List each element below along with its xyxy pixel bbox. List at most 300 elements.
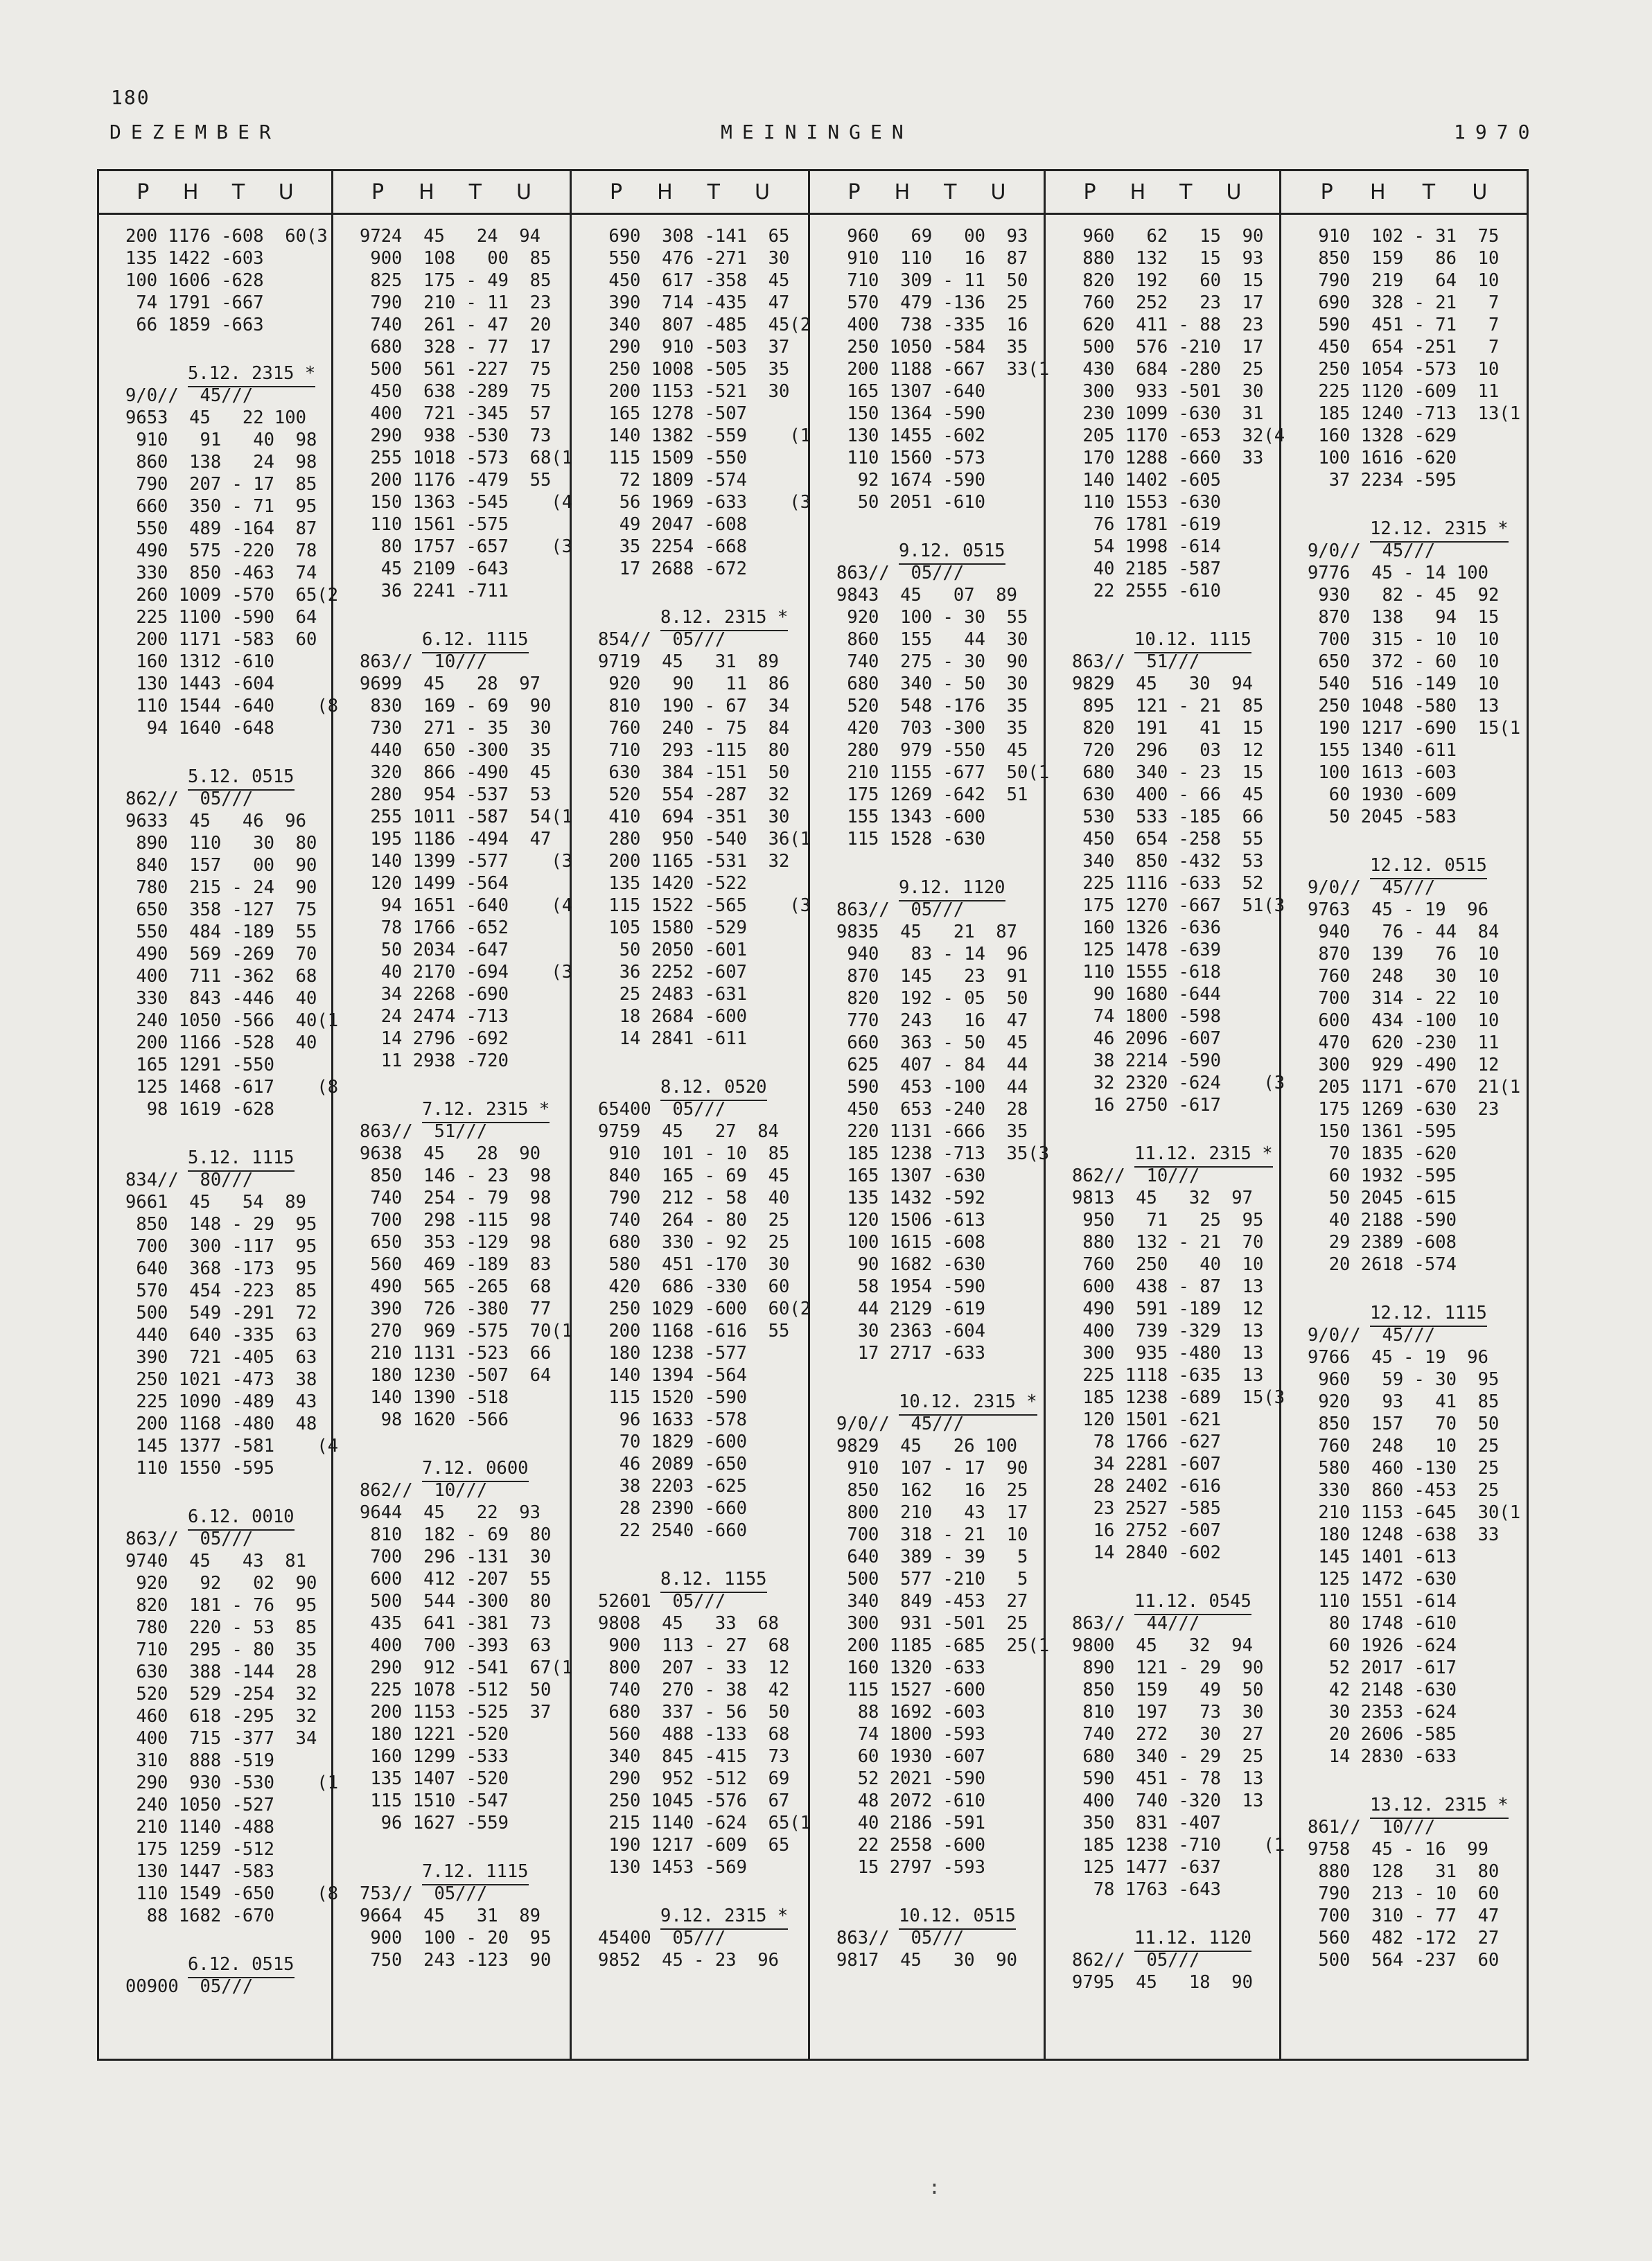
table-row: 50 2045 -615 [1308,1188,1457,1208]
table-row: 60 1930 -607 [836,1746,985,1767]
sounding-title-row [125,1953,331,1976]
table-row: 280 950 -540 36(1 [598,829,811,850]
table-row: 215 1140 -624 65(1 [598,1813,811,1833]
table-row: 155 1340 -611 [1308,740,1457,761]
column-body [1281,225,1527,1971]
table-row: 110 1544 -640 (8 [125,696,339,716]
table-row: 115 1510 -547 [360,1791,509,1811]
table-row: 150 1363 -545 (4 [360,492,573,513]
month-label: DEZEMBER [109,121,281,143]
table-row: 9661 45 54 89 [125,1192,306,1213]
table-row: 9763 45 - 19 96 [1308,899,1488,920]
table-row: 690 328 - 21 7 [1308,292,1500,313]
table-row: 862// 05/// [125,789,254,809]
table-row: 690 308 -141 65 [598,226,790,247]
column-body [1046,225,1285,1994]
block-gap [1308,828,1527,854]
sounding-title-row [125,766,331,788]
block-gap [1072,602,1279,628]
table-row: 810 197 73 30 [1072,1702,1264,1723]
table-row: 430 684 -280 25 [1072,359,1264,380]
table-row: 863// 05/// [836,1928,965,1948]
table-row: 450 653 -240 28 [836,1099,1028,1120]
table-row: 700 300 -117 95 [125,1236,317,1257]
sounding-title: 6.12. 0515 [188,1953,295,1978]
table-row: 240 1050 -527 [125,1795,274,1815]
sounding-title-row [598,606,808,628]
table-row: 450 654 -258 55 [1072,829,1264,850]
table-row: 850 148 - 29 95 [125,1214,317,1235]
table-row: 17 2717 -633 [836,1343,985,1364]
table-row: 110 1561 -575 [360,514,509,535]
table-row: 165 1278 -507 [598,403,747,424]
table-row: 40 2185 -587 [1072,558,1221,579]
table-row: 110 1549 -650 (8 [125,1883,339,1904]
table-row: 200 1185 -685 25(1 [836,1635,1050,1656]
table-row: 200 1153 -525 37 [360,1702,552,1723]
table-row: 330 850 -463 74 [125,563,317,583]
table-row: 320 866 -490 45 [360,762,552,783]
table-row: 740 272 30 27 [1072,1724,1264,1745]
table-row: 790 207 - 17 85 [125,474,317,495]
table-row: 400 738 -335 16 [836,315,1028,335]
table-row: 680 340 - 50 30 [836,674,1028,694]
table-row: 920 90 11 86 [598,674,790,694]
table-row: 200 1153 -521 30 [598,381,790,402]
table-row: 435 641 -381 73 [360,1613,552,1634]
table-row: 250 1045 -576 67 [598,1791,790,1811]
table-row: 710 309 - 11 50 [836,270,1028,291]
table-row: 115 1509 -550 [598,448,747,468]
table-row: 910 110 16 87 [836,248,1028,269]
table-row: 250 1048 -580 13 [1308,696,1500,716]
table-row: 9766 45 - 19 96 [1308,1347,1488,1368]
table-row: 680 340 - 23 15 [1072,762,1264,783]
table-row: 37 2234 -595 [1308,470,1457,491]
sounding-title-row [1072,628,1279,651]
table-row: 340 845 -415 73 [598,1746,790,1767]
table-row: 810 182 - 69 80 [360,1524,552,1545]
table-row: 225 1120 -609 11 [1308,381,1500,402]
table-row: 290 952 -512 69 [598,1768,790,1789]
table-row: 860 155 44 30 [836,629,1028,650]
table-row: 140 1382 -559 (1 [598,425,811,446]
table-row: 9633 45 46 96 [125,811,306,832]
table-row: 390 726 -380 77 [360,1299,552,1319]
table-row: 340 807 -485 45(2 [598,315,811,335]
table-row: 825 175 - 49 85 [360,270,552,291]
table-row: 600 438 - 87 13 [1072,1276,1264,1297]
table-column [1046,171,1285,2059]
table-row: 300 933 -501 30 [1072,381,1264,402]
table-row: 880 128 31 80 [1308,1861,1500,1882]
sounding-table [97,169,1529,2061]
table-row: 70 1835 -620 [1308,1143,1457,1164]
table-row: 92 1674 -590 [836,470,985,491]
table-row: 110 1553 -630 [1072,492,1221,513]
table-row: 180 1238 -577 [598,1343,747,1364]
column-header-label: H [894,179,911,204]
table-row: 46 2096 -607 [1072,1028,1221,1049]
sounding-title-row [360,1098,570,1120]
table-row: 700 314 - 22 10 [1308,988,1500,1009]
table-row: 70 1829 -600 [598,1432,747,1452]
table-row: 850 162 16 25 [836,1480,1028,1501]
table-row: 910 101 - 10 85 [598,1143,790,1164]
table-row: 490 591 -189 12 [1072,1299,1264,1319]
table-row: 590 453 -100 44 [836,1077,1028,1098]
table-row: 580 451 -170 30 [598,1254,790,1275]
table-row: 880 132 15 93 [1072,248,1264,269]
table-row: 950 71 25 95 [1072,1210,1264,1231]
sounding-title: 7.12. 1115 [422,1860,529,1885]
table-row: 105 1580 -529 [598,917,747,938]
block-gap [1072,1116,1279,1143]
table-row: 9758 45 - 16 99 [1308,1839,1488,1860]
table-row: 800 207 - 33 12 [598,1657,790,1678]
table-row: 400 715 -377 34 [125,1728,317,1749]
table-row: 78 1766 -627 [1072,1432,1221,1452]
table-row: 65400 05/// [598,1099,726,1120]
table-row: 78 1763 -643 [1072,1879,1221,1900]
table-row: 74 1791 -667 [125,292,264,313]
table-row: 78 1766 -652 [360,917,509,938]
table-row: 15 2797 -593 [836,1857,985,1878]
table-row: 140 1402 -605 [1072,470,1221,491]
column-header-label: U [990,179,1006,204]
table-row: 9800 45 32 94 [1072,1635,1253,1656]
table-row: 110 1560 -573 [836,448,985,468]
table-row: 9699 45 28 97 [360,674,541,694]
sounding-title: 10.12. 2315 * [899,1391,1037,1416]
table-row: 520 529 -254 32 [125,1684,317,1705]
table-row: 135 1432 -592 [836,1188,985,1208]
table-row: 29 2389 -608 [1308,1232,1457,1253]
sounding-title-row [836,877,1044,899]
table-row: 550 489 -164 87 [125,518,317,539]
table-row: 185 1238 -710 (1 [1072,1835,1285,1856]
block-gap [1308,491,1527,518]
table-row: 820 192 60 15 [1072,270,1264,291]
table-row: 9808 45 33 68 [598,1613,779,1634]
table-row: 150 1361 -595 [1308,1121,1457,1142]
column-body [333,225,573,1971]
table-row: 54 1998 -614 [1072,536,1221,557]
sounding-title: 10.12. 0515 [899,1905,1016,1930]
table-row: 560 469 -189 83 [360,1254,552,1275]
table-row: 490 575 -220 78 [125,540,317,561]
table-row: 130 1453 -569 [598,1857,747,1878]
table-row: 550 484 -189 55 [125,922,317,942]
sounding-title-row [1308,1302,1527,1324]
table-row: 60 1930 -609 [1308,784,1457,805]
table-row: 9724 45 24 94 [360,226,541,247]
table-row: 28 2390 -660 [598,1498,747,1519]
table-row: 135 1422 -603 [125,248,264,269]
table-row: 820 181 - 76 95 [125,1595,317,1616]
column-header-label: U [516,179,531,204]
table-row: 810 190 - 67 34 [598,696,790,716]
table-row: 180 1221 -520 [360,1724,509,1745]
table-row: 9817 45 30 90 [836,1950,1017,1971]
table-row: 96 1627 -559 [360,1813,509,1833]
table-row: 50 2051 -610 [836,492,985,513]
table-row: 225 1090 -489 43 [125,1391,317,1412]
table-row: 9644 45 22 93 [360,1502,541,1523]
block-gap [836,1879,1044,1905]
column-header-label: H [1369,179,1386,204]
table-row: 290 910 -503 37 [598,337,790,358]
table-row: 850 159 49 50 [1072,1680,1264,1700]
table-row: 600 412 -207 55 [360,1569,552,1590]
sounding-title-row [125,1506,331,1528]
table-row: 22 2555 -610 [1072,581,1221,601]
table-row: 50 2050 -601 [598,940,747,960]
table-row: 720 296 03 12 [1072,740,1264,761]
table-row: 175 1270 -667 51(3 [1072,895,1285,916]
table-row: 790 219 64 10 [1308,270,1500,291]
table-row: 470 620 -230 11 [1308,1032,1500,1053]
table-row: 115 1520 -590 [598,1387,747,1408]
table-row: 98 1619 -628 [125,1099,274,1120]
table-row: 390 714 -435 47 [598,292,790,313]
table-row: 32 2320 -624 (3 [1072,1073,1285,1093]
table-row: 140 1390 -518 [360,1387,509,1408]
table-column [1281,171,1527,2059]
table-row: 700 298 -115 98 [360,1210,552,1231]
sounding-title-row [360,628,570,651]
table-row: 560 488 -133 68 [598,1724,790,1745]
table-row: 570 454 -223 85 [125,1281,317,1301]
block-gap [125,336,331,362]
sounding-title-row [598,1905,808,1927]
sounding-title: 5.12. 1115 [188,1147,295,1172]
table-row: 50 2034 -647 [360,940,509,960]
table-row: 140 1394 -564 [598,1365,747,1386]
table-row: 25 2483 -631 [598,984,747,1005]
table-row: 23 2527 -585 [1072,1498,1221,1519]
table-row: 115 1522 -565 (3 [598,895,811,916]
column-header-label: H [1130,179,1146,204]
table-row: 200 1166 -528 40 [125,1032,317,1053]
table-row: 410 694 -351 30 [598,807,790,827]
table-row: 840 165 - 69 45 [598,1165,790,1186]
table-row: 58 1954 -590 [836,1276,985,1297]
table-row: 16 2750 -617 [1072,1095,1221,1116]
table-row: 170 1288 -660 33 [1072,448,1264,468]
table-row: 200 1176 -479 55 [360,470,552,491]
table-row: 240 1050 -566 40(1 [125,1010,339,1031]
sounding-title-row [598,1568,808,1590]
table-row: 9843 45 07 89 [836,585,1017,606]
table-row: 96 1633 -578 [598,1409,747,1430]
table-row: 780 220 - 53 85 [125,1617,317,1638]
table-row: 72 1809 -574 [598,470,747,491]
block-gap [598,1050,808,1076]
block-gap [598,580,808,606]
column-header-label: U [278,179,294,204]
table-row: 834// 80/// [125,1170,254,1190]
block-gap [598,1879,808,1905]
column-header [99,171,331,215]
table-row: 98 1620 -566 [360,1409,509,1430]
sounding-title: 11.12. 2315 * [1134,1143,1273,1168]
table-row: 500 564 -237 60 [1308,1950,1500,1971]
table-row: 9653 45 22 100 [125,407,306,428]
table-row: 700 296 -131 30 [360,1547,552,1567]
table-row: 110 1550 -595 [125,1458,274,1479]
table-row: 66 1859 -663 [125,315,264,335]
column-header [333,171,570,215]
table-row: 110 1555 -618 [1072,962,1221,983]
table-row: 220 1131 -666 35 [836,1121,1028,1142]
table-row: 60 1926 -624 [1308,1635,1457,1656]
table-row: 135 1420 -522 [598,873,747,894]
table-row: 24 2474 -713 [360,1006,509,1027]
table-row: 155 1343 -600 [836,807,985,827]
table-row: 630 388 -144 28 [125,1662,317,1682]
table-row: 250 1050 -584 35 [836,337,1028,358]
table-row: 660 350 - 71 95 [125,496,317,517]
table-row: 850 146 - 23 98 [360,1165,552,1186]
sounding-title: 7.12. 0600 [422,1457,529,1482]
table-row: 863// 10/// [360,651,488,672]
table-row: 450 654 -251 7 [1308,337,1500,358]
table-row: 22 2540 -660 [598,1520,747,1541]
table-row: 863// 44/// [1072,1613,1200,1634]
column-header-label: T [468,179,482,204]
table-row: 740 270 - 38 42 [598,1680,790,1700]
table-row: 42 2148 -630 [1308,1680,1457,1700]
sounding-title: 7.12. 2315 * [422,1098,550,1123]
table-row: 30 2363 -604 [836,1321,985,1341]
table-row: 195 1186 -494 47 [360,829,552,850]
table-row: 860 138 24 98 [125,452,317,473]
table-row: 920 93 41 85 [1308,1391,1500,1412]
table-column [333,171,572,2059]
table-row: 100 1615 -608 [836,1232,985,1253]
table-row: 300 931 -501 25 [836,1613,1028,1634]
table-row: 180 1230 -507 64 [360,1365,552,1386]
table-row: 590 451 - 71 7 [1308,315,1500,335]
table-row: 600 434 -100 10 [1308,1010,1500,1031]
table-row: 185 1238 -713 35(3 [836,1143,1050,1164]
table-row: 500 549 -291 72 [125,1303,317,1323]
column-header-label: U [1472,179,1488,204]
table-row: 500 576 -210 17 [1072,337,1264,358]
table-row: 500 577 -210 5 [836,1569,1028,1590]
block-gap [125,1120,331,1147]
table-row: 76 1781 -619 [1072,514,1221,535]
table-row: 630 384 -151 50 [598,762,790,783]
sounding-title-row [360,1860,570,1883]
block-gap [360,1834,570,1860]
column-header-label: P [847,179,861,204]
table-row: 460 618 -295 32 [125,1706,317,1727]
table-row: 210 1140 -488 [125,1817,274,1838]
sounding-title-row [598,1076,808,1098]
table-row: 740 264 - 80 25 [598,1210,790,1231]
table-row: 46 2089 -650 [598,1454,747,1475]
table-row: 9638 45 28 90 [360,1143,541,1164]
table-row: 900 113 - 27 68 [598,1635,790,1656]
sounding-title-row [1308,518,1527,540]
table-row: 40 2170 -694 (3 [360,962,573,983]
table-row: 38 2214 -590 [1072,1050,1221,1071]
table-row: 36 2241 -711 [360,581,509,601]
table-row: 34 2268 -690 [360,984,509,1005]
table-row: 790 212 - 58 40 [598,1188,790,1208]
table-row: 175 1269 -630 23 [1308,1099,1500,1120]
table-row: 862// 10/// [360,1480,488,1501]
table-row: 820 192 - 05 50 [836,988,1028,1009]
table-row: 130 1447 -583 [125,1861,274,1882]
sounding-title-row [836,1905,1044,1927]
table-row: 165 1291 -550 [125,1055,274,1075]
table-row: 88 1692 -603 [836,1702,985,1723]
table-row: 290 938 -530 73 [360,425,552,446]
table-row: 125 1468 -617 (8 [125,1077,339,1098]
table-row: 14 2796 -692 [360,1028,509,1049]
sounding-title: 9.12. 2315 * [660,1905,788,1930]
table-row: 94 1651 -640 (4 [360,895,573,916]
table-row: 36 2252 -607 [598,962,747,983]
table-row: 710 295 - 80 35 [125,1639,317,1660]
table-row: 340 850 -432 53 [1072,851,1264,872]
table-row: 28 2402 -616 [1072,1476,1221,1497]
table-row: 280 979 -550 45 [836,740,1028,761]
table-row: 145 1401 -613 [1308,1547,1457,1567]
table-row: 900 100 - 20 95 [360,1928,552,1948]
table-row: 680 340 - 29 25 [1072,1746,1264,1767]
sounding-title-row [1308,1794,1527,1816]
table-row: 420 686 -330 60 [598,1276,790,1297]
table-row: 30 2353 -624 [1308,1702,1457,1723]
table-row: 570 479 -136 25 [836,292,1028,313]
table-row: 490 569 -269 70 [125,944,317,965]
table-row: 640 389 - 39 5 [836,1547,1028,1567]
table-row: 160 1326 -636 [1072,917,1221,938]
table-row: 250 1054 -573 10 [1308,359,1500,380]
table-row: 44 2129 -619 [836,1299,985,1319]
table-row: 760 248 30 10 [1308,966,1500,987]
table-row: 200 1165 -531 32 [598,851,790,872]
table-row: 830 169 - 69 90 [360,696,552,716]
table-row: 790 213 - 10 60 [1308,1883,1500,1904]
table-row: 450 617 -358 45 [598,270,790,291]
sounding-title: 8.12. 1155 [660,1568,767,1593]
table-row: 180 1248 -638 33 [1308,1524,1500,1545]
table-row: 850 157 70 50 [1308,1414,1500,1434]
column-header-label: U [754,179,770,204]
column-header-label: U [1226,179,1242,204]
table-row: 330 860 -453 25 [1308,1480,1500,1501]
column-header-label: P [371,179,385,204]
table-row: 700 315 - 10 10 [1308,629,1500,650]
table-row: 250 1021 -473 38 [125,1369,317,1390]
sounding-title: 13.12. 2315 * [1370,1794,1509,1819]
block-gap [1308,1276,1527,1302]
sounding-title-row [1308,854,1527,877]
table-row: 9835 45 21 87 [836,922,1017,942]
table-row: 52 2017 -617 [1308,1657,1457,1678]
table-row: 200 1188 -667 33(1 [836,359,1050,380]
table-row: 175 1259 -512 [125,1839,274,1860]
table-row: 9852 45 - 23 96 [598,1950,779,1971]
table-row: 205 1171 -670 21(1 [1308,1077,1521,1098]
table-row: 680 337 - 56 50 [598,1702,790,1723]
table-row: 625 407 - 84 44 [836,1055,1028,1075]
